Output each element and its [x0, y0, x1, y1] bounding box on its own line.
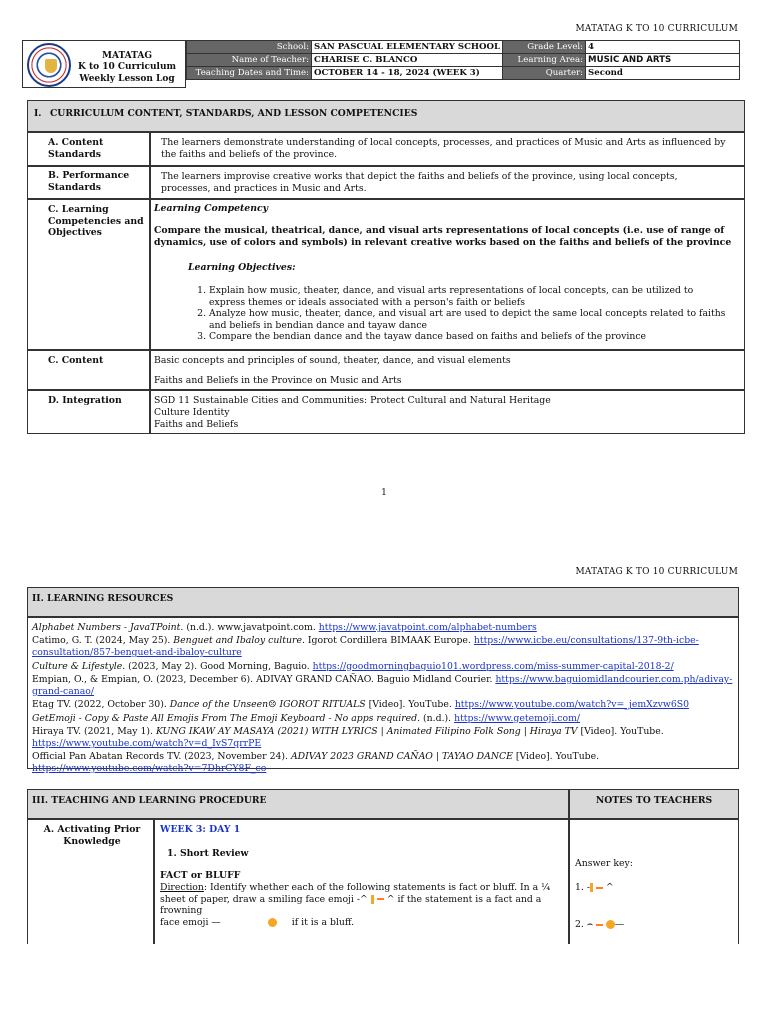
- frown-mouth-icon: [596, 924, 603, 926]
- frown-face-icon: [606, 920, 615, 929]
- reference-link[interactable]: https://www.baguiomidlandcourier.com.ph/adivay-grand-canao/: [32, 674, 733, 697]
- resources-list: [27, 617, 739, 775]
- school-value: SAN PASCUAL ELEMENTARY SCHOOL: [312, 41, 503, 54]
- reference-link[interactable]: https://www.youtube.com/watch?v=7DhrCY8F_co: [32, 763, 267, 775]
- competency-heading: Learning Competency: [154, 203, 269, 214]
- performance-label-cell: [27, 166, 150, 199]
- school-label: School:: [187, 41, 312, 54]
- reference-link[interactable]: https://www.getemoji.com/: [454, 712, 581, 724]
- objective-item: 3. Compare the bendian dance and the tayaw dance based on faiths and beliefs of the province: [209, 331, 731, 343]
- competency-label: C. Learning Competencies and Objectives: [48, 204, 144, 239]
- objectives-heading: Learning Objectives:: [188, 262, 296, 273]
- reference-link[interactable]: https://goodmorningbaguio101.wordpress.com/miss-summer-capital-2018-2/: [312, 660, 674, 672]
- content-cell: [150, 350, 745, 390]
- content-label-cell: [27, 350, 150, 390]
- content-line1: Basic concepts and principles of sound, theater, dance, and visual elements: [154, 355, 511, 366]
- content-standards-label-cell: [27, 132, 150, 166]
- competency-label-cell: [27, 199, 150, 350]
- smile-mouth-icon: [377, 898, 384, 900]
- curriculum-header: MATATAG K TO 10 CURRICULUM: [575, 24, 738, 34]
- objective-item: 2. Analyze how music, theater, dance, and visual art are used to depict the same local concepts related to faiths and beliefs in bendian dance and tayaw dance: [209, 308, 731, 331]
- answer-1: 1. - ^: [575, 882, 614, 893]
- activating-label: A. Activating Prior Knowledge: [43, 824, 141, 847]
- logo-title: MATATAG K to 10 Curriculum Weekly Lesson Log: [77, 51, 177, 84]
- logo-box: [22, 40, 186, 88]
- dates-value: OCTOBER 14 - 18, 2024 (WEEK 3): [312, 67, 503, 80]
- week-day: WEEK 3: DAY 1: [160, 824, 241, 835]
- dates-label: Teaching Dates and Time:: [187, 67, 312, 80]
- teacher-label: Name of Teacher:: [187, 54, 312, 67]
- notes-header: NOTES TO TEACHERS: [569, 789, 739, 819]
- reference-link[interactable]: https://www.youtube.com/watch?v=d_IvS7qrrPE: [32, 738, 262, 750]
- area-label: Learning Area:: [503, 54, 586, 67]
- reference-item: Hiraya TV. (2021, May 1). KUNG IKAW AY MASAYA (2021) WITH LYRICS | Animated Filipino Folk Song | Hiraya TV [Video]. YouTube. https://www.youtube.com/watch?v=d_IvS7qrrPE: [32, 726, 664, 750]
- competency-text: Compare the musical, theatrical, dance, and visual arts representations of local concepts (i.e. use of range of dynamics, use of colors and symbols) in relevant creative works based on the faiths and beliefs of the province: [154, 225, 732, 248]
- competency-cell: [150, 199, 745, 350]
- reference-link[interactable]: https://www.javatpoint.com/alphabet-numbers: [318, 622, 537, 633]
- direction-text: Direction: Identify whether each of the following statements is fact or bluff. In a ¼ sheet of paper, draw a smiling face emoji -^ ^ if the statement is a fact and a frowning face emoji — if it is a bluff.: [160, 882, 551, 928]
- activating-cell: [154, 819, 569, 944]
- short-review: 1. Short Review: [167, 848, 249, 859]
- performance-text: The learners improvise creative works that depict the faiths and beliefs of the province, using local concepts, processes, and practices in Music and Arts.: [161, 171, 678, 194]
- reference-link[interactable]: https://www.youtube.com/watch?v=_jemXzvw6S0: [454, 699, 690, 711]
- integration-label-cell: [27, 390, 150, 434]
- integration-line2: Culture Identity: [154, 407, 230, 418]
- smile-eye-icon: [371, 895, 374, 904]
- content-standards-text: The learners demonstrate understanding of local concepts, processes, and practices of Music and Arts as influenced by the faiths and beliefs of the province.: [161, 137, 726, 160]
- frown-face-icon: [268, 918, 277, 927]
- curriculum-header-page2: MATATAG K TO 10 CURRICULUM: [575, 567, 738, 577]
- smile-mouth-icon: [596, 887, 603, 889]
- deped-seal-icon: [27, 43, 71, 87]
- activating-label-cell: [27, 819, 154, 944]
- reference-item: Official Pan Abatan Records TV. (2023, November 24). ADIVAY 2023 GRAND CAÑAO | TAYAO DANCE [Video]. YouTube. https://www.youtube.com/watch?v=7DhrCY8F_co: [32, 751, 600, 775]
- reference-link[interactable]: https://www.icbe.eu/consultations/137-9th-icbe-consultation/857-benguet-and-ibaloy-culture: [32, 635, 699, 659]
- integration-line1: SGD 11 Sustainable Cities and Communities: Protect Cultural and Natural Heritage: [154, 395, 551, 406]
- procedure-header: III. TEACHING AND LEARNING PROCEDURE: [27, 789, 569, 819]
- area-value: MUSIC AND ARTS: [586, 54, 740, 67]
- reference-item: Culture & Lifestyle. (2023, May 2). Good Morning, Baguio. https://goodmorningbaguio101.wordpress.com/miss-summer-capital-2018-2/: [32, 660, 674, 672]
- objective-item: 1. Explain how music, theater, dance, and visual arts representations of local concepts, can be utilized to express themes or ideals associated with a person's faith or beliefs: [209, 285, 731, 308]
- section1-header: I. CURRICULUM CONTENT, STANDARDS, AND LESSON COMPETENCIES: [27, 100, 745, 132]
- teacher-value: CHARISE C. BLANCO: [312, 54, 503, 67]
- grade-value: 4: [586, 41, 740, 54]
- content-line2: Faiths and Beliefs in the Province on Music and Arts: [154, 375, 402, 386]
- reference-item: GetEmoji - Copy & Paste All Emojis From The Emoji Keyboard - No apps required. (n.d.). https://www.getemoji.com/: [32, 712, 581, 724]
- performance-cell: [150, 166, 745, 199]
- lesson-info-table: [186, 40, 740, 80]
- integration-line3: Faiths and Beliefs: [154, 419, 239, 430]
- smile-eye-icon: [590, 883, 593, 892]
- answer-2: 2. ⌢ —: [575, 919, 625, 930]
- grade-label: Grade Level:: [503, 41, 586, 54]
- integration-label: D. Integration: [48, 395, 122, 406]
- content-standards-label: A. Content Standards: [48, 137, 104, 160]
- content-standards-cell: [150, 132, 745, 166]
- answer-key: Answer key:: [575, 858, 633, 869]
- resources-header: II. LEARNING RESOURCES: [27, 587, 739, 617]
- performance-label: B. Performance Standards: [48, 170, 130, 193]
- reference-item: Alphabet Numbers - JavaTPoint. (n.d.). www.javatpoint.com. https://www.javatpoint.com/alphabet-numbers: [32, 622, 537, 633]
- reference-item: Catimo, G. T. (2024, May 25). Benguet and Ibaloy culture. Igorot Cordillera BIMAAK Europe. https://www.icbe.eu/consultations/137-9th-icbe-consultation/857-benguet-and-ibaloy-culture: [32, 635, 699, 659]
- quarter-label: Quarter:: [503, 67, 586, 80]
- notes-cell: [569, 819, 739, 944]
- objectives-list: [191, 285, 731, 343]
- page-number: 1: [381, 488, 387, 498]
- fact-or-bluff: FACT or BLUFF: [160, 870, 241, 881]
- reference-item: Empian, O., & Empian, O. (2023, December 6). ADIVAY GRAND CAÑAO. Baguio Midland Courier. https://www.baguiomidlandcourier.com.ph/adivay-grand-canao/: [32, 674, 733, 697]
- reference-item: Etag TV. (2022, October 30). Dance of the Unseen☹ IGOROT RITUALS [Video]. YouTube. https://www.youtube.com/watch?v=_jemXzvw6S0: [32, 699, 690, 711]
- integration-cell: [150, 390, 745, 434]
- quarter-value: Second: [586, 67, 740, 80]
- content-label: C. Content: [48, 355, 104, 366]
